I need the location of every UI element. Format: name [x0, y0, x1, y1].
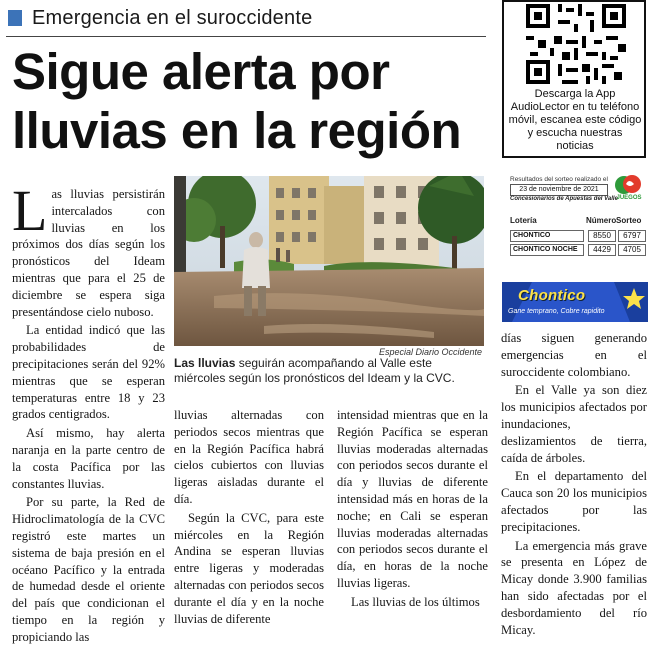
caption-text: seguirán acompañando al Valle este miércoles según los pronósticos del Ideam y la CVC.: [174, 356, 455, 385]
article-paragraph: La emergencia más grave se presenta en López de Micay donde 3.900 familias han sido afectadas por el desbordamiento del río Micay.: [501, 538, 647, 637]
article-paragraph: En el Valle ya son diez los municipios afectados por inundaciones, deslizamientos de tierra, caída de árboles.: [501, 383, 647, 465]
section-divider: [6, 36, 486, 37]
drop-cap: L: [12, 178, 48, 243]
article-paragraph: días siguen generando emergencias en el suroccidente colombiano.: [501, 331, 647, 379]
chontico-slogan: Gane temprano, Cobre rapidito: [508, 308, 605, 315]
article-paragraph: intensidad mientras que en la Región Pacífica se esperan lluvias moderadas alternadas con periodos secos durante el día y lluvias de diferente intensidad más en horas de la noche; en Cali se esperan lluvias moderadas alternadas con periodos secos durante el día, en horas de la noche lluvias ligeras.: [337, 408, 488, 590]
article-paragraph: En el departamento del Cauca son 20 los municipios afectados por las precipitaciones.: [501, 469, 647, 534]
headline-line-2: lluvias en la región: [12, 102, 462, 159]
qr-instructions: Descarga la App AudioLector en tu teléfono móvil, escanea este código y escucha nuestras noticias: [508, 88, 642, 152]
lottery-draw: 4705: [618, 244, 646, 256]
lottery-name: CHONTICO: [510, 230, 584, 242]
section-marker: [8, 10, 22, 26]
lottery-col-header: Sorteo: [616, 216, 642, 225]
section-header: [6, 6, 484, 32]
caption-lead: Las lluvias: [174, 356, 236, 370]
photo-caption: [174, 356, 484, 386]
news-photo: [174, 176, 484, 346]
headline: [12, 42, 492, 160]
photo-credit: Especial Diario Occidente: [378, 347, 482, 357]
lottery-heading: Resultados del sorteo realizado el: [510, 176, 608, 183]
lottery-col-header: Lotería: [510, 216, 537, 225]
chontico-ad[interactable]: [502, 282, 648, 322]
lottery-row: [510, 244, 646, 256]
section-title: Emergencia en el suroccidente: [32, 7, 313, 29]
article-paragraph: Las lluvias persistirán intercalados con lluvias en los próximos dos días según los pronósticos del Ideam mientras que para el 25 de diciembre se espera siga presentándose cielo nuboso.: [12, 178, 165, 319]
qr-code-icon[interactable]: [526, 4, 626, 84]
juegos-logo-text: JUEGOS: [616, 195, 642, 200]
lottery-operator: Concesionarios de Apuestas del Valle: [510, 196, 618, 202]
lottery-col-header: Número: [586, 216, 617, 225]
juegos-logo: [612, 174, 646, 200]
article-column-2: [174, 407, 324, 629]
article-column-1: [12, 178, 165, 648]
qr-promo-box: [502, 0, 646, 158]
chontico-brand: Chontico: [518, 287, 586, 304]
lottery-number: 8550: [588, 230, 616, 242]
article-paragraph: Por su parte, la Red de Hidroclimatología de la CVC registró este martes un sistema de baja presión en el océano Pacífico y la entrada de humedad desde el oriente del país que condicionan el tiempo en la región y propiciando las: [12, 495, 165, 644]
article-paragraph: Las lluvias de los últimos: [351, 594, 480, 609]
article-paragraph: lluvias alternadas con periodos secos mientras que en la Región Pacífica habrá cielos cubiertos con lluvias ligeras aisladas durante el día.: [174, 408, 324, 506]
lottery-row: [510, 230, 646, 242]
lottery-results: [502, 172, 648, 264]
article-paragraph: La entidad indicó que las probabilidades de precipitaciones serán del 92% mientras que se esperan temperaturas entre 18 y 23 grados centigrados.: [12, 323, 165, 422]
lottery-number: 4429: [588, 244, 616, 256]
headline-line-1: Sigue alerta por: [12, 43, 390, 100]
article-paragraph: Según la CVC, para este miércoles en la Región Andina se esperan lluvias entre ligeras y moderadas alternadas con periodos secos durante el día y en la noche lluvias de diferente: [174, 510, 324, 626]
lottery-date: 23 de noviembre de 2021: [510, 184, 608, 196]
article-column-3: [337, 407, 488, 613]
lottery-name: CHONTICO NOCHE: [510, 244, 584, 256]
article-paragraph: Así mismo, hay alerta naranja en la parte centro de la costa Pacífica por las constantes lluvias.: [12, 426, 165, 491]
lottery-draw: 6797: [618, 230, 646, 242]
